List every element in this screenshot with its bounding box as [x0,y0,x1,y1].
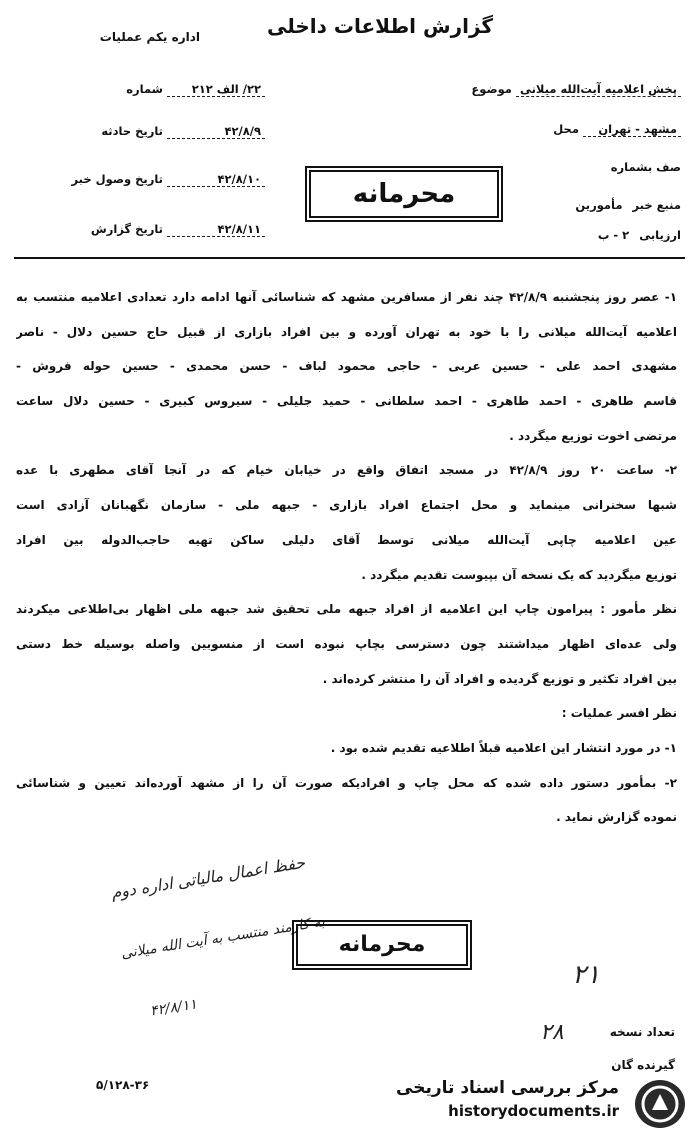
body-line: نظر افسر عملیات : [561,706,677,721]
body-line: توزیع میگردید که یک نسخه آن بپیوست تقدیم میگردد . [361,567,677,582]
confidential-stamp-text: محرمانه [296,924,468,966]
handwritten-note-2: به کارمند منتسب به آیت الله میلانی [120,913,326,963]
meta-incident-date: تاریخ حادثه ۴۲/۸/۹ [20,124,265,139]
body-line: نموده گزارش نماید . [556,810,677,825]
handwritten-copy-number: ۲۸ [540,1020,564,1045]
copies-label: تعداد نسخه [609,1025,675,1039]
body-line: ۱- در مورد انتشار این اعلامیه قبلاً اطلاعیه تقدیم شده بود . [330,740,677,755]
watermark-url: historydocuments.ir [448,1102,619,1120]
meta-evaluation: ارزیابی ۲ - ب [597,228,681,242]
confidential-stamp-top [305,166,503,222]
body-line: بین افراد تکثیر و توزیع گردیده و افراد آن را منتشر کرده‌اند . [322,671,677,686]
body-line: قاسم طاهری - احمد طاهری - احمد سلطانی - حمید جلیلی - سیروس کبیری - حسین دلال ساعت [16,394,677,409]
report-title: گزارش اطلاعات داخلی [266,14,494,38]
body-line: ولی عده‌ای اظهار میداشتند چون دسترسی بچاپ نبوده است از منسوبین واصله بوسیله خط دستی [16,636,677,651]
confidential-stamp-bottom [292,920,472,970]
document-code: ۵/۱۲۸-۳۶ [96,1078,150,1092]
watermark-title: مرکز بررسی اسناد تاریخی [396,1078,619,1098]
meta-report-date: تاریخ گزارش ۴۲/۸/۱۱ [20,222,265,237]
confidential-stamp-text: محرمانه [309,170,499,218]
department-label: اداره یکم عملیات [99,30,200,44]
header-divider [14,257,685,259]
meta-number: شماره ۲۲/ الف ۲۱۲ [20,82,265,97]
meta-receipt-date: تاریخ وصول خبر ۴۲/۸/۱۰ [20,172,265,187]
body-line: عین اعلامیه چاپی آیت‌الله میلانی توسط آقای دلیلی ساکن تهیه حاجب‌الدوله بین افراد [16,532,677,547]
body-line: ۲- ساعت ۲۰ روز ۴۲/۸/۹ در مسجد اتفاق واقع در خیابان خیام که در آنجا آقای مطهری با عده [16,463,677,478]
body-line: ۲- بمأمور دستور داده شده که محل چاپ و افرادیکه صورت آن را از مشهد آورده‌اند تعیین و شناسائی [16,775,677,790]
handwritten-code: ۲۱ [572,960,600,990]
handwritten-initials: ۴۲/۸/۱۱ [149,996,198,1020]
body-line: ۱- عصر روز پنجشنبه ۴۲/۸/۹ چند نفر از مسافرین مشهد که شناسائی آنها ادامه دارد تعدادی اعلامیه منتسب به [16,290,677,304]
meta-source: منبع خبر مأمورین [575,198,681,212]
meta-subject: موضوع پخش اعلامیه آیت‌الله میلانی [261,82,681,97]
report-body [16,280,677,835]
archive-logo-icon [640,1084,680,1124]
body-line: مرتضی اخوت توزیع میگردد . [509,428,677,443]
meta-known-as: صف بشماره [610,160,681,174]
body-line: مشهدی احمد علی - حسین عربی - حاجی محمود لباف - حسن محمدی - حسین حوله فروش - [16,359,677,374]
body-line: اعلامیه آیت‌الله میلانی را با خود به تهران آورده و بین افراد بازاری از قبیل حاج حسین دلال - ناصر [16,324,677,339]
body-line: شبها سخنرانی مینماید و محل اجتماع افراد بازاری - جبهه ملی - سازمان نگهبانان آزادی است [16,498,677,513]
body-line: نظر مأمور : پیرامون چاپ این اعلامیه از افراد جبهه ملی تحقیق شد جبهه ملی اظهار بی‌اطلاعی میکردند [16,602,677,617]
meta-location: محل مشهد - تهران [261,122,681,137]
handwritten-note-1: حفظ اعمال مالیاتی اداره دوم [109,852,307,903]
recipients-label: گیرنده گان [611,1058,675,1072]
archive-logo-icon [635,1080,685,1128]
